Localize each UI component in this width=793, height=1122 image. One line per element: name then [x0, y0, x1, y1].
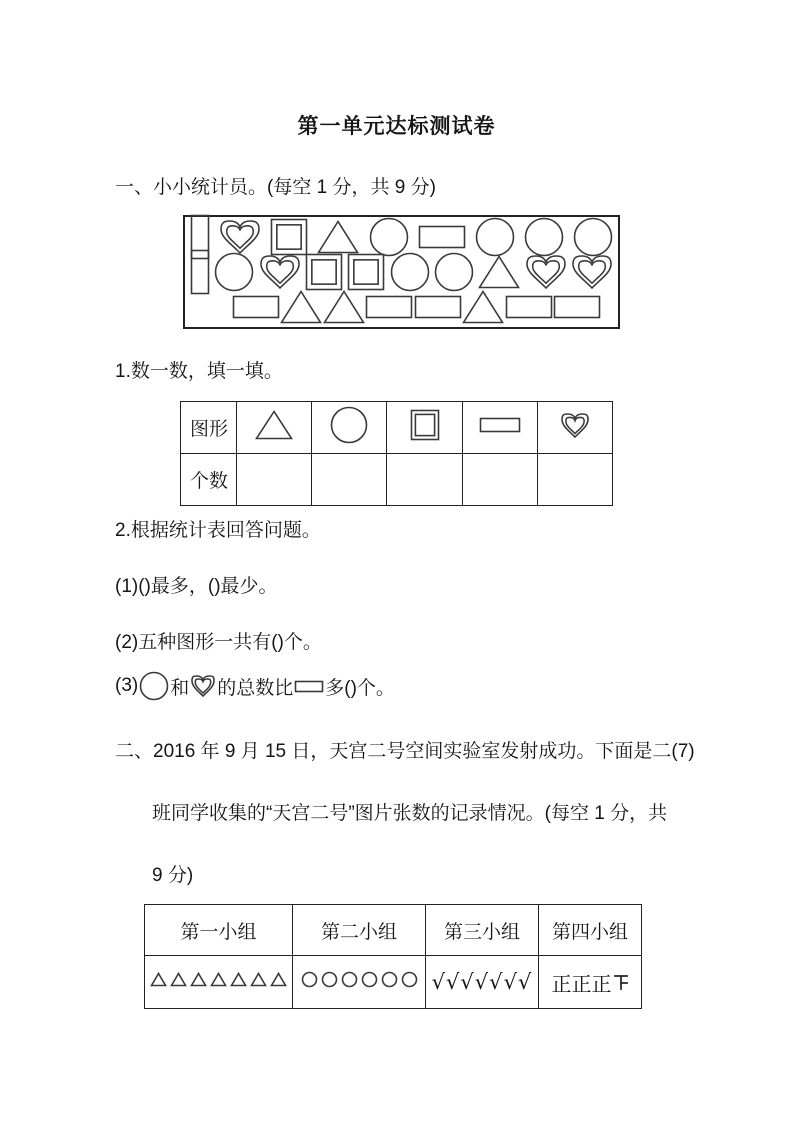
item3-mid1: 和 — [170, 677, 190, 699]
zheng-full-tallies: 正正正 — [551, 973, 612, 996]
triangle-shape — [462, 290, 504, 324]
count-answer-cell — [237, 454, 312, 506]
question2-item3 — [115, 671, 395, 701]
group1-triangle-tallies — [145, 956, 293, 1009]
count-table — [180, 401, 613, 506]
count-table-answer-row — [181, 454, 613, 506]
rectangle-icon — [294, 680, 324, 693]
rectangle-shape — [365, 295, 413, 319]
shape-box-row-1 — [190, 220, 613, 255]
record-table-data-row — [145, 956, 642, 1009]
checkmark-tallies-text: √√√√√√√ — [431, 970, 533, 994]
question1-label: 1.数一数，填一填。 — [115, 361, 283, 382]
count-table-shape-row — [181, 402, 613, 454]
section2-line1: 二、2016 年 9 月 15 日，天宫二号空间实验室发射成功。下面是二(7) — [115, 741, 695, 762]
item3-mid2: 的总数比 — [217, 677, 294, 699]
square-icon — [387, 402, 463, 454]
count-answer-cell — [538, 454, 613, 506]
group3-check-tallies — [426, 956, 539, 1009]
circle-shape — [214, 252, 254, 292]
shapes-collection-box — [183, 215, 620, 329]
section2-line3: 9 分) — [152, 865, 194, 886]
heart-shape — [525, 254, 567, 290]
zheng-partial-tally-icon — [613, 972, 629, 992]
triangle-tally-strip — [150, 972, 287, 987]
triangle-icon — [237, 402, 312, 454]
circle-tally-strip — [301, 971, 418, 988]
circle-shape — [524, 217, 564, 257]
rectangle-shape — [232, 295, 280, 319]
heart-shape — [259, 254, 301, 290]
group1-header: 第一小组 — [145, 905, 293, 956]
rectangle-shape — [418, 225, 466, 249]
group2-circle-tallies — [293, 956, 426, 1009]
rectangle-shape — [553, 295, 601, 319]
count-answer-cell — [387, 454, 463, 506]
group4-header: 第四小组 — [539, 905, 642, 956]
question2-item2: (2)五种图形一共有()个。 — [115, 632, 322, 653]
heart-icon — [190, 674, 216, 698]
triangle-shape — [478, 255, 520, 289]
shape-box-row-2 — [190, 255, 613, 290]
square-shape — [270, 218, 308, 256]
square-shape — [347, 253, 385, 291]
section2-line2: 班同学收集的“天宫二号”图片张数的记录情况。(每空 1 分，共 — [152, 803, 668, 824]
group3-header: 第三小组 — [426, 905, 539, 956]
heart-icon — [538, 402, 613, 454]
circle-icon — [139, 671, 169, 701]
square-shape — [305, 253, 343, 291]
record-table-header-row — [145, 905, 642, 956]
count-answer-cell — [312, 454, 387, 506]
heart-shape — [219, 219, 261, 255]
item3-suffix: 多()个。 — [325, 677, 395, 699]
question2-item1: (1)()最多，()最少。 — [115, 576, 278, 597]
question2-label: 2.根据统计表回答问题。 — [115, 520, 321, 541]
rectangle-icon — [463, 402, 538, 454]
triangle-shape — [323, 290, 365, 324]
count-answer-cell — [463, 454, 538, 506]
item3-prefix: (3) — [115, 675, 139, 696]
triangle-shape — [280, 290, 322, 324]
circle-shape — [434, 252, 474, 292]
rectangle-shape — [190, 249, 210, 295]
count-table-header-count: 个数 — [181, 454, 237, 506]
section1-heading: 一、小小统计员。(每空 1 分，共 9 分) — [115, 177, 436, 198]
zheng-tally-group — [552, 968, 629, 997]
circle-shape — [475, 217, 515, 257]
rectangle-shape — [505, 295, 553, 319]
record-table — [144, 904, 642, 1009]
group2-header: 第二小组 — [293, 905, 426, 956]
page-title: 第一单元达标测试卷 — [297, 115, 496, 138]
circle-shape — [573, 217, 613, 257]
shape-box-row-3 — [190, 289, 613, 324]
triangle-shape — [317, 220, 359, 254]
count-table-header-shape: 图形 — [181, 402, 237, 454]
rectangle-shape — [414, 295, 462, 319]
heart-shape — [571, 254, 613, 290]
group4-zheng-tallies — [539, 956, 642, 1009]
circle-icon — [312, 402, 387, 454]
circle-shape — [390, 252, 430, 292]
